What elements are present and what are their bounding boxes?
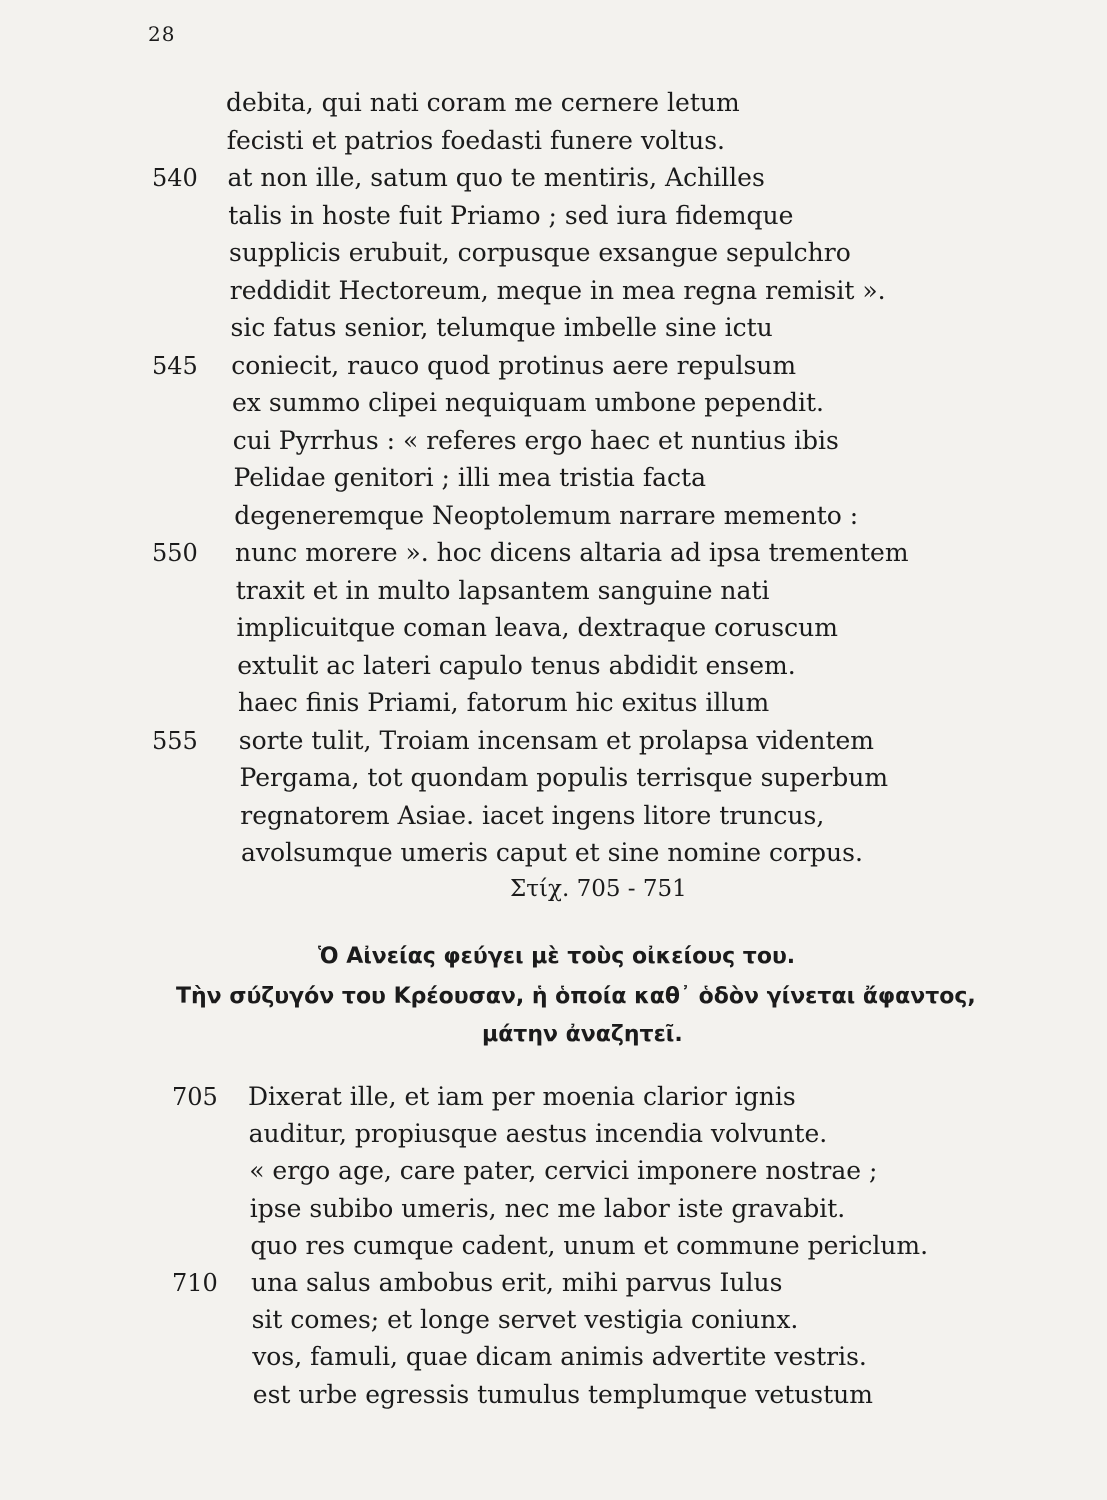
verse-text: traxit et in multo lapsantem sanguine nati: [235, 575, 770, 605]
verse-text: debita, qui nati coram me cernere letum: [226, 88, 740, 117]
verse-text: quo res cumque cadent, unum et commune periclum.: [250, 1230, 929, 1260]
verse-line: [0, 834, 1107, 872]
verse-text: Pelidae genitori ; illi mea tristia facta: [233, 463, 706, 492]
verse-text: reddidit Hectoreum, meque in mea regna remisit ».: [229, 275, 886, 305]
verse-text: ipse subibo umeris, nec me labor iste gravabit.: [249, 1193, 846, 1223]
verse-text: supplicis erubuit, corpusque exsangue sepulchro: [229, 238, 851, 267]
verse-text: « ergo age, care pater, cervici imponere nostrae ;: [249, 1156, 878, 1186]
verse-text: nunc morere ». hoc dicens altaria ad ipsa trementem: [235, 538, 909, 567]
verse-text: ex summo clipei nequiquam umbone pependit.: [232, 388, 824, 417]
verse-line: [0, 534, 1107, 572]
verse-line: [0, 234, 1107, 272]
verse-line: [0, 1227, 1107, 1265]
verse-line: [0, 197, 1107, 235]
verse-line: [0, 497, 1107, 535]
page-number: 28: [148, 22, 176, 46]
verse-line: [0, 459, 1107, 497]
verse-line: [0, 1264, 1107, 1302]
verse-line: [0, 84, 1107, 122]
verse-line: [0, 1152, 1107, 1190]
verse-text: implicuitque coman leava, dextraque coruscum: [236, 613, 838, 642]
verse-text: una salus ambobus erit, mihi parvus Iulus: [251, 1268, 783, 1297]
verse-line: [0, 122, 1107, 160]
verse-text: regnatorem Asiae. iacet ingens litore truncus,: [240, 800, 825, 830]
verse-line: [0, 609, 1107, 647]
line-number: 540: [152, 164, 198, 192]
verse-line: [0, 647, 1107, 685]
verse-line: [0, 797, 1107, 835]
verse-text: Dixerat ille, et iam per moenia clarior ignis: [248, 1082, 796, 1111]
verse-text: at non ille, satum quo te mentiris, Achilles: [227, 163, 765, 192]
line-number: 545: [152, 351, 198, 380]
line-number: 705: [172, 1083, 218, 1111]
verse-text: haec finis Priami, fatorum hic exitus illum: [238, 688, 770, 717]
verse-range-label: Στίχ. 705 - 751: [510, 876, 687, 902]
verse-line: [0, 347, 1107, 385]
verse-text: extulit ac lateri capulo tenus abdidit ensem.: [237, 650, 796, 680]
verse-line: [0, 272, 1107, 310]
verse-text: vos, famuli, quae dicam animis advertite vestris.: [252, 1342, 867, 1372]
section-heading-line-1: Ὁ Αἰνείας φεύγει μὲ τοὺς οἰκείους του.: [318, 944, 796, 969]
verse-text: talis in hoste fuit Priamo ; sed iura fidemque: [228, 200, 794, 230]
line-number: 555: [152, 726, 198, 755]
verse-line: [0, 1301, 1107, 1339]
verse-line: [0, 1078, 1107, 1116]
verse-line: [0, 422, 1107, 460]
verse-line: [0, 1376, 1107, 1414]
line-number: 710: [172, 1269, 218, 1297]
verse-text: cui Pyrrhus : « referes ergo haec et nuntius ibis: [232, 425, 839, 455]
verse-line: [0, 684, 1107, 722]
verse-text: sic fatus senior, telumque imbelle sine ictu: [230, 313, 773, 342]
verse-text: fecisti et patrios foedasti funere voltus.: [226, 125, 725, 155]
verse-text: Pergama, tot quondam populis terrisque superbum: [239, 763, 889, 792]
line-number: 550: [152, 539, 198, 567]
verse-text: coniecit, rauco quod protinus aere repulsum: [231, 350, 797, 380]
verse-line: [0, 309, 1107, 347]
verse-text: sorte tulit, Troiam incensam et prolapsa videntem: [238, 725, 875, 755]
verse-line: [0, 759, 1107, 797]
section-heading-line-3: μάτην ἀναζητεῖ.: [482, 1022, 683, 1047]
verse-text: degeneremque Neoptolemum narrare memento :: [234, 500, 859, 530]
section-heading-line-2: Τὴν σύζυγόν του Κρέουσαν, ἡ ὁποία καθ᾽ ὁδὸν γίνεται ἄφαντος,: [176, 984, 976, 1009]
verse-line: [0, 1338, 1107, 1376]
verse-line: [0, 1115, 1107, 1153]
verse-line: [0, 722, 1107, 760]
verse-text: auditur, propiusque aestus incendia volvunte.: [248, 1119, 828, 1149]
verse-text: est urbe egressis tumulus templumque vetustum: [252, 1379, 873, 1409]
verse-text: avolsumque umeris caput et sine nomine corpus.: [241, 838, 863, 867]
verse-line: [0, 572, 1107, 610]
verse-line: [0, 1190, 1107, 1228]
verse-line: [0, 159, 1107, 197]
verse-line: [0, 384, 1107, 422]
verse-text: sit comes; et longe servet vestigia coniunx.: [251, 1305, 799, 1335]
